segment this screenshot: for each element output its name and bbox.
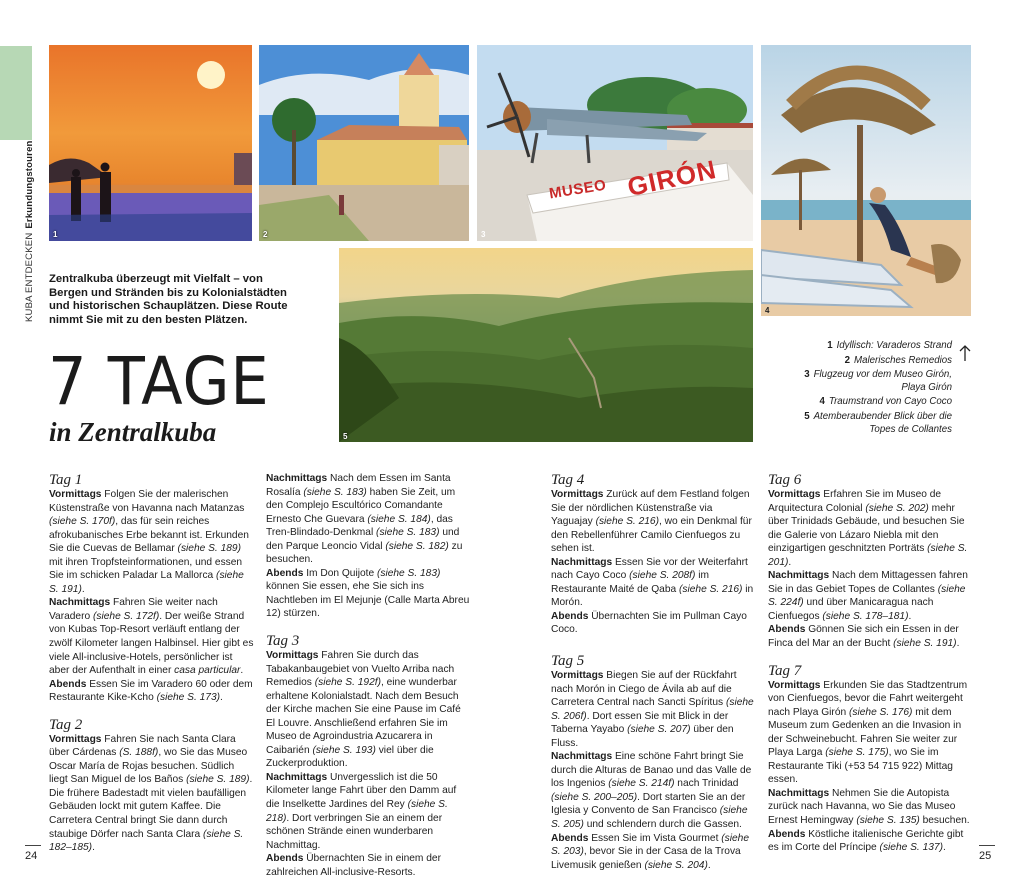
page-ref: (siehe S. 189) bbox=[186, 774, 250, 786]
text-run: . Dort verbringen Sie an einem der schönen Strände einen wunderbaren Nachmittag. bbox=[266, 812, 443, 851]
page-ref: (siehe S. 189) bbox=[177, 543, 241, 555]
page-ref: (siehe S. 203) bbox=[551, 832, 749, 858]
text-run: , wo Sie das Museo Oscar María de Rojas besuchen. Südlich liegt San Miguel de los Baños bbox=[49, 747, 248, 786]
caption-text: Idyllisch: Varaderos Strand bbox=[836, 340, 952, 351]
text-run: Essen Sie vor der Weiterfahrt nach Cayo Coco bbox=[551, 556, 748, 582]
text-run: haben Sie Zeit, um den Complejo Escultórico Comandante Ernesto Che Guevara bbox=[266, 486, 456, 525]
day-6-morning bbox=[768, 488, 973, 569]
page-ref: (siehe S. 206f) bbox=[551, 697, 754, 722]
text-run: mit dem Museum zum Gedenken an die Invasion in der Schweinebucht. Fahren Sie weiter zur Playa Larga bbox=[768, 706, 962, 759]
caption-number: 2 bbox=[844, 354, 850, 366]
page-ref: (siehe S. 175) bbox=[825, 747, 889, 759]
text-run: Erkunden Sie das Stadtzentrum von Cienfuegos, bevor die Fahrt weitergeht nach Playa Girón bbox=[768, 679, 968, 718]
page-subtitle: in Zentralkuba bbox=[49, 417, 217, 447]
page-ref: (siehe S. 182–185) bbox=[49, 828, 244, 854]
page-ref: (siehe S. 214f) bbox=[608, 778, 675, 790]
text-run: mehr über Trinidads Gebäude, und besuchen Sie die Galerie von Lázaro Niebla mit den einzigartigen geschnitzten Porträts bbox=[768, 502, 965, 555]
side-chapter-label bbox=[24, 140, 35, 322]
label-afternoon: Nachmittags bbox=[49, 597, 111, 609]
text-run: , das Tren-Blindado-Denkmal bbox=[266, 513, 453, 539]
label-afternoon: Nachmittags bbox=[551, 556, 613, 568]
text-run: Übernachten Sie in einem der zahlreichen All-inclusive-Resorts. bbox=[266, 853, 441, 878]
day-4-heading: Tag 4 bbox=[551, 472, 585, 488]
day-4-afternoon bbox=[551, 556, 756, 610]
caption-1 bbox=[780, 340, 952, 353]
text-run: Biegen Sie auf der Rückfahrt nach Morón in Ciego de Ávila ab auf die Carretera Central nach Sancti Spíritus bbox=[551, 670, 737, 709]
label-morning: Vormittags bbox=[551, 489, 604, 500]
side-label-chapter: Erkundungstouren bbox=[24, 140, 35, 229]
page-ref: (siehe S. 192f) bbox=[314, 677, 381, 689]
photo-number-1: 1 bbox=[53, 230, 58, 239]
text-run: Eine schöne Fahrt bringt Sie durch die Alturas de Banao und das Valle de los Ingenios bbox=[551, 751, 752, 790]
text-run: im Restaurante Maité de Qaba bbox=[551, 570, 710, 595]
page-title: 7 TAGE bbox=[48, 343, 270, 420]
page-number-left: 24 bbox=[25, 850, 38, 862]
text-run: . bbox=[788, 556, 792, 568]
label-evening: Abends bbox=[768, 624, 806, 636]
label-evening: Abends bbox=[49, 678, 87, 690]
caption-text: Malerisches Remedios bbox=[854, 354, 952, 366]
text-run: . bbox=[707, 859, 711, 871]
photo-number-2: 2 bbox=[263, 230, 268, 239]
day-7-heading: Tag 7 bbox=[768, 662, 802, 679]
text-run: . bbox=[240, 665, 244, 677]
side-label-section: KUBA ENTDECKEN bbox=[24, 232, 35, 322]
text-run: Köstliche italienische Gerichte gibt es im Corte del Príncipe bbox=[768, 828, 964, 854]
day-1-evening bbox=[49, 678, 255, 705]
text-run: Folgen Sie der malerischen Küstenstraße von Havanna nach Matanzas bbox=[49, 489, 245, 514]
photo-topes-de-collantes bbox=[339, 248, 753, 442]
page-ref: (siehe S. 170f) bbox=[49, 516, 116, 528]
page-ref: (siehe S. 191) bbox=[893, 638, 957, 650]
text-run: Essen Sie im Vista Gourmet bbox=[588, 832, 722, 844]
text-run: mit ihren Tropfsteinformationen, und essen Sie im schicken Paladar La Mallorca bbox=[49, 556, 243, 582]
text-column-2 bbox=[266, 472, 471, 879]
text-run: . bbox=[956, 638, 960, 650]
text-run: . Dort starten Sie an der Iglesia y Convento de San Francisco bbox=[551, 791, 746, 817]
text-run: Nach dem Essen im Santa Rosalía bbox=[266, 473, 451, 498]
label-afternoon: Nachmittags bbox=[266, 473, 328, 484]
caption-number: 3 bbox=[804, 369, 810, 381]
page-ref: casa particular bbox=[174, 665, 241, 677]
text-run: Fahren Sie weiter nach Varadero bbox=[49, 597, 218, 622]
day-3-heading: Tag 3 bbox=[266, 633, 300, 650]
text-run: , das für sein reiches afrokubanisches Erbe bekannt ist. Erkunden Sie die Cuevas de Bellamar bbox=[49, 516, 249, 555]
text-run: in Morón. bbox=[551, 583, 754, 609]
page-ref: (siehe S. 202) bbox=[865, 502, 929, 514]
page-ref: (siehe S. 201) bbox=[768, 543, 968, 568]
text-column-4 bbox=[768, 472, 973, 855]
day-5-morning bbox=[551, 669, 756, 750]
caption-number: 4 bbox=[819, 396, 825, 408]
caption-4 bbox=[780, 396, 952, 409]
day-1-heading: Tag 1 bbox=[49, 472, 83, 488]
caption-number: 1 bbox=[827, 340, 833, 351]
page-ref: (siehe S. 137) bbox=[879, 842, 943, 854]
day-5-afternoon bbox=[551, 750, 756, 831]
label-morning: Vormittags bbox=[266, 650, 319, 662]
page-ref: (siehe S. 216) bbox=[595, 516, 659, 528]
page-ref: (siehe S. 216) bbox=[679, 583, 743, 595]
label-morning: Vormittags bbox=[551, 670, 604, 682]
caption-text: Atemberaubender Blick über die Topes de Collantes bbox=[813, 410, 952, 435]
photo-remedios-church bbox=[259, 45, 469, 241]
text-run: . Der weiße Strand von Kubas Top-Resort verläuft entlang der zwölf Kilometer langen Halbinsel. Hier gibt es viele All-inclusive-Hotels, persönlicher ist aber der Aufenthalt in einer bbox=[49, 610, 254, 677]
text-run: . bbox=[942, 842, 946, 854]
label-morning: Vormittags bbox=[768, 489, 821, 500]
day-4-evening bbox=[551, 610, 756, 637]
text-run: besuchen. bbox=[919, 815, 970, 827]
museo-sign-left: MUSEO bbox=[548, 176, 608, 203]
page-number-right: 25 bbox=[979, 850, 992, 862]
arrow-up-icon bbox=[958, 344, 972, 362]
caption-5 bbox=[780, 411, 952, 436]
page-ref: (siehe S. 178–181) bbox=[822, 610, 909, 622]
day-2-afternoon bbox=[266, 472, 471, 567]
page-ref: (siehe S. 224f) bbox=[768, 583, 966, 609]
page-ref: (siehe S. 182) bbox=[385, 540, 449, 552]
day-3-afternoon bbox=[266, 771, 471, 852]
day-2-morning bbox=[49, 733, 255, 855]
text-run: Fahren Sie durch das Tabakanbaugebiet von Vuelto Arriba nach Remedios bbox=[266, 650, 455, 689]
text-run: Fahren Sie nach Santa Clara über Cárdenas bbox=[49, 733, 236, 759]
text-run: . Die frühere Badestadt mit vielen baufälligen Gebäuden lockt mit gutem Kaffee. Die Carretera Central bringt Sie dann durch staubige Dörfer nach Santa Clara bbox=[49, 774, 253, 840]
label-morning: Vormittags bbox=[49, 489, 102, 500]
photo-captions bbox=[780, 340, 952, 438]
text-run: . bbox=[81, 583, 85, 595]
page-ref: (siehe S. 183) bbox=[376, 567, 441, 579]
page-rule-right bbox=[979, 845, 995, 846]
day-6-heading: Tag 6 bbox=[768, 472, 802, 488]
text-column-3 bbox=[551, 472, 756, 872]
text-run: können Sie essen, ehe Sie sich ins Nachtleben im El Mejunje (Calle Marta Abreu 12) stürzen. bbox=[266, 581, 470, 620]
day-6-afternoon bbox=[768, 569, 973, 623]
photo-number-4: 4 bbox=[765, 306, 770, 315]
text-run: nach Trinidad bbox=[674, 778, 739, 790]
photo-museo-giron-plane bbox=[477, 45, 753, 241]
page-ref: (siehe S. 208f) bbox=[629, 570, 696, 582]
text-run: viel über die Zuckerproduktion. bbox=[266, 744, 434, 770]
text-run: , bevor Sie in der Casa de la Trova Livemusik genießen bbox=[551, 846, 741, 871]
day-3-morning bbox=[266, 649, 471, 771]
photo-cayo-coco-beach bbox=[761, 45, 971, 316]
text-run: und schlendern durch die Gassen. bbox=[583, 819, 742, 831]
page-ref: (siehe S. 204) bbox=[644, 859, 708, 871]
day-7-evening bbox=[768, 828, 973, 855]
label-evening: Abends bbox=[266, 567, 304, 579]
text-run: und über Manicaragua nach Cienfuegos bbox=[768, 597, 934, 622]
text-run: , eine wunderbar erhaltene Kolonialstadt. Nach dem Besuch der Kirche machen Sie eine Pause im Café El Louvre. Anschließend erfahren Sie im Museo de Agroindustria Azucarera in Caibarién bbox=[266, 677, 461, 756]
caption-3 bbox=[780, 369, 952, 394]
museo-sign-right: GIRÓN bbox=[624, 153, 720, 203]
day-1-afternoon bbox=[49, 596, 255, 677]
label-evening: Abends bbox=[551, 832, 589, 844]
day-7-morning bbox=[768, 679, 973, 787]
photo-number-5: 5 bbox=[343, 432, 348, 441]
text-run: , wo Sie im Restaurante Tiki (+53 54 715 922) Mittag essen. bbox=[768, 747, 953, 786]
day-5-evening bbox=[551, 832, 756, 873]
page-ref: (siehe S. 193) bbox=[312, 744, 376, 756]
day-3-evening bbox=[266, 852, 471, 879]
page-ref: (siehe S. 183) bbox=[376, 527, 440, 539]
day-7-afternoon bbox=[768, 787, 973, 828]
text-column-1 bbox=[49, 472, 255, 855]
day-4-morning bbox=[551, 488, 756, 556]
page-ref: (siehe S. 176) bbox=[848, 706, 913, 718]
page-ref: (siehe S. 184) bbox=[367, 513, 431, 525]
page-ref: (siehe S. 135) bbox=[856, 815, 920, 827]
text-run: Erfahren Sie im Museo de Arquitectura Colonial bbox=[768, 489, 942, 514]
caption-number: 5 bbox=[804, 410, 810, 422]
page-rule-left bbox=[25, 845, 41, 846]
page-ref: (siehe S. 173) bbox=[156, 692, 221, 704]
text-run: Gönnen Sie sich ein Essen in der Finca del Mar an der Bucht bbox=[768, 624, 959, 650]
page-ref: (siehe S. 218) bbox=[266, 799, 448, 824]
text-run: Übernachten Sie im Pullman Cayo Coco. bbox=[551, 610, 747, 636]
page-ref: (siehe S. 207) bbox=[627, 724, 691, 736]
photo-varadero-sunset bbox=[49, 45, 252, 241]
photo-number-3: 3 bbox=[481, 230, 486, 239]
label-evening: Abends bbox=[266, 853, 304, 865]
label-evening: Abends bbox=[551, 610, 589, 622]
caption-text: Traumstrand von Cayo Coco bbox=[828, 396, 952, 408]
text-run: und den Parque Leoncio Vidal bbox=[266, 527, 460, 552]
page-ref: (siehe S. 200–205) bbox=[551, 791, 638, 803]
text-run: Zurück auf dem Festland folgen Sie der nördlichen Küstenstraße via Yaguajay bbox=[551, 489, 750, 528]
text-run: über den Fluss. bbox=[551, 724, 734, 749]
day-2-heading: Tag 2 bbox=[49, 716, 83, 733]
text-run: Unvergesslich ist die 50 Kilometer lange Fahrt über den Damm auf die Inselkette Jardines del Rey bbox=[266, 771, 457, 811]
day-2-evening bbox=[266, 567, 471, 621]
caption-2 bbox=[780, 355, 952, 368]
text-run: , wo ein Denkmal für den Rebellenführer Camilo Cienfuegos zu sehen ist. bbox=[551, 516, 752, 555]
label-afternoon: Nachmittags bbox=[551, 751, 613, 763]
label-afternoon: Nachmittags bbox=[768, 787, 830, 799]
page-ref: (siehe S. 191) bbox=[49, 570, 244, 595]
text-run: . Dort essen Sie mit Blick in der Taberna Yayabo bbox=[551, 710, 729, 736]
text-run: Im Don Quijote bbox=[303, 567, 377, 579]
chapter-color-tab bbox=[0, 46, 32, 140]
intro-text: Zentralkuba überzeugt mit Vielfalt – von Bergen und Stränden bis zu Kolonialstädten und historischen Schauplätzen. Diese Route nimmt Sie mit zu den besten Plätzen. bbox=[49, 273, 288, 326]
page-ref: (siehe S. 172f) bbox=[92, 610, 160, 622]
label-morning: Vormittags bbox=[768, 679, 821, 691]
text-run: Nehmen Sie die Autopista zurück nach Havanna, wo Sie das Museo Ernest Hemingway bbox=[768, 787, 956, 827]
label-morning: Vormittags bbox=[49, 733, 102, 745]
day-1-morning bbox=[49, 488, 255, 596]
text-run: . bbox=[220, 692, 223, 704]
label-afternoon: Nachmittags bbox=[266, 771, 328, 783]
text-run: zu besuchen. bbox=[266, 540, 463, 566]
page-ref: (siehe S. 183) bbox=[303, 486, 367, 498]
text-run: Essen Sie im Varadero 60 oder dem Restaurante Kike-Kcho bbox=[49, 678, 253, 704]
label-evening: Abends bbox=[768, 828, 806, 840]
text-run: . bbox=[92, 842, 95, 854]
text-run: . bbox=[908, 610, 912, 622]
text-run: Nach dem Mittagessen fahren Sie in das Gebiet Topes de Collantes bbox=[768, 570, 968, 595]
caption-text: Flugzeug vor dem Museo Girón, Playa Girón bbox=[813, 369, 952, 393]
page-ref: (siehe S. 205) bbox=[551, 805, 748, 831]
day-5-heading: Tag 5 bbox=[551, 653, 585, 670]
page-ref: (S. 188f) bbox=[119, 747, 159, 759]
label-afternoon: Nachmittags bbox=[768, 570, 830, 582]
day-6-evening bbox=[768, 623, 973, 650]
